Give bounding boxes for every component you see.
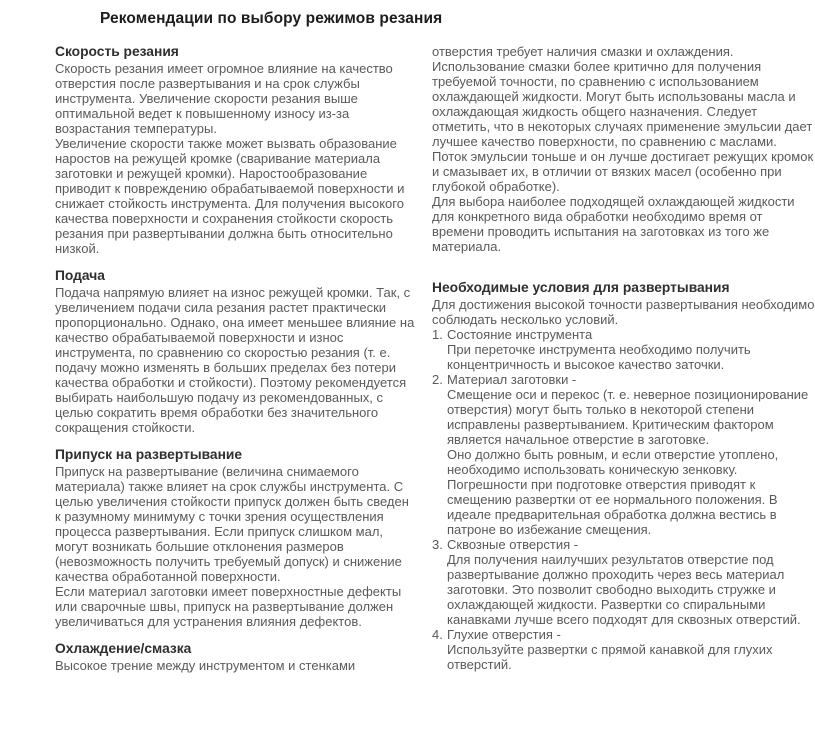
page-title: Рекомендации по выбору режимов резания xyxy=(100,10,443,27)
list-item-number: 1. xyxy=(432,327,443,342)
paragraph: Смещение оси и перекос (т. е. неверное позиционирование отверстия) могут быть только в некоторой степени исправлены развертыванием. Критическим фактором является начальное отверстие в заготовке. xyxy=(447,387,809,447)
list-item-body xyxy=(447,327,815,372)
paragraph: Если материал заготовки имеет поверхностные дефекты или сварочные швы, припуск на развертывание должен увеличиваться для устранения влияния дефектов. xyxy=(55,584,402,629)
section-heading-cutting-speed: Скорость резания xyxy=(55,44,179,59)
section-cooling-continuation xyxy=(432,44,815,254)
list-item-body xyxy=(447,627,815,672)
list-item-workpiece-material xyxy=(432,372,815,537)
list-item-body xyxy=(447,372,815,537)
list-item-title: Глухие отверстия - xyxy=(447,627,561,642)
section-heading-reaming-allowance: Припуск на развертывание xyxy=(55,447,243,462)
list-item-tool-condition xyxy=(432,327,815,372)
section-heading-reaming-conditions: Необходимые условия для развертывания xyxy=(432,280,730,295)
list-item-title: Состояние инструмента xyxy=(447,327,593,342)
section-reaming-conditions xyxy=(432,280,815,672)
paragraph: Оно должно быть ровным, и если отверстие утоплено, необходимо использовать коническую зенковку. Погрешности при подготовке отверстия приводят к смещению развертки от ее нормального положения. В идеале предварительная обработка должна вестись в патроне во избежание смещения. xyxy=(447,447,779,537)
two-column-layout xyxy=(55,44,815,685)
paragraph: отверстия требует наличия смазки и охлаждения. Использование смазки более критично для получения требуемой точности, по сравнению с использованием охлаждающей жидкости. Могут быть использованы масла и охлаждающая жидкость общего назначения. Следует отметить, что в некоторых случаях применение эмульсии дает лучшее качество поверхности, по сравнению с маслами. Поток эмульсии тоньше и он лучше достигает режущих кромок и смазывает их, в отличии от вязких масел (особенно при глубокой обработке). xyxy=(432,44,814,194)
paragraph: Для получения наилучших результатов отверстие под развертывание должно проходить через весь материал заготовки. Это позволит свободно выходить стружке и охлаждающей жидкости. Развертки со спиральными канавками лучше всего подходят для сквозных отверстий. xyxy=(447,552,801,627)
list-item-body xyxy=(447,537,815,627)
paragraph: Используйте развертки с прямой канавкой для глухих отверстий. xyxy=(447,642,773,672)
section-cutting-speed xyxy=(55,44,417,256)
list-item-number: 4. xyxy=(432,627,443,642)
right-column xyxy=(432,44,815,685)
section-heading-cooling-lubrication: Охлаждение/смазка xyxy=(55,641,192,656)
paragraph: Для выбора наиболее подходящей охлаждающей жидкости для конкретного вида обработки необходимо время от времени проводить испытания на заготовках из того же материала. xyxy=(432,194,795,254)
section-feed xyxy=(55,268,417,435)
section-heading-feed: Подача xyxy=(55,268,105,283)
list-item-title: Материал заготовки - xyxy=(447,372,577,387)
left-column xyxy=(55,44,417,685)
conditions-intro: Для достижения высокой точности развертывания необходимо соблюдать несколько условий. xyxy=(432,297,815,327)
section-cooling-lubrication xyxy=(55,641,417,673)
paragraph: Высокое трение между инструментом и стенками xyxy=(55,658,356,673)
list-item-number: 2. xyxy=(432,372,443,387)
paragraph: При переточке инструмента необходимо получить концентричность и высокое качество заточки. xyxy=(447,342,751,372)
paragraph: Скорость резания имеет огромное влияние на качество отверстия после развертывания и на срок службы инструмента. Увеличение скорости резания выше оптимальной ведет к повышенному износу из-за возрастания температуры. xyxy=(55,61,393,136)
list-item-number: 3. xyxy=(432,537,443,552)
paragraph: Увеличение скорости также может вызвать образование наростов на режущей кромке (сваривание материала заготовки и режущей кромки). Наростообразование приводит к повреждению обрабатываемой поверхности и снижает стойкость инструмента. Для получения высокого качества поверхности и сохранения стойкости скорость резания при развертывании должна быть относительно низкой. xyxy=(55,136,405,256)
list-item-blind-holes xyxy=(432,627,815,672)
paragraph: Подача напрямую влияет на износ режущей кромки. Так, с увеличением подачи сила резания растет практически пропорционально. Однако, она имеет меньшее влияние на качество обрабатываемой поверхности и износ инструмента, по сравнению со скоростью резания (т. е. подачу можно изменять в больших пределах без потери качества обработки и стойкости). Поэтому рекомендуется выбирать наибольшую подачу из рекомендованных, с целью сократить время обработки без значительного сокращения стойкости. xyxy=(55,285,415,435)
paragraph: Припуск на развертывание (величина снимаемого материала) также влияет на срок службы инструмента. С целью увеличения стойкости припуск должен быть сведен к разумному минимуму с точки зрения осуществления процесса развертывания. Если припуск слишком мал, могут возникать большие отклонения размеров (невозможность получить требуемый допуск) и снижение качества обработанной поверхности. xyxy=(55,464,409,584)
section-reaming-allowance xyxy=(55,447,417,629)
list-item-title: Сквозные отверстия - xyxy=(447,537,579,552)
list-item-through-holes xyxy=(432,537,815,627)
